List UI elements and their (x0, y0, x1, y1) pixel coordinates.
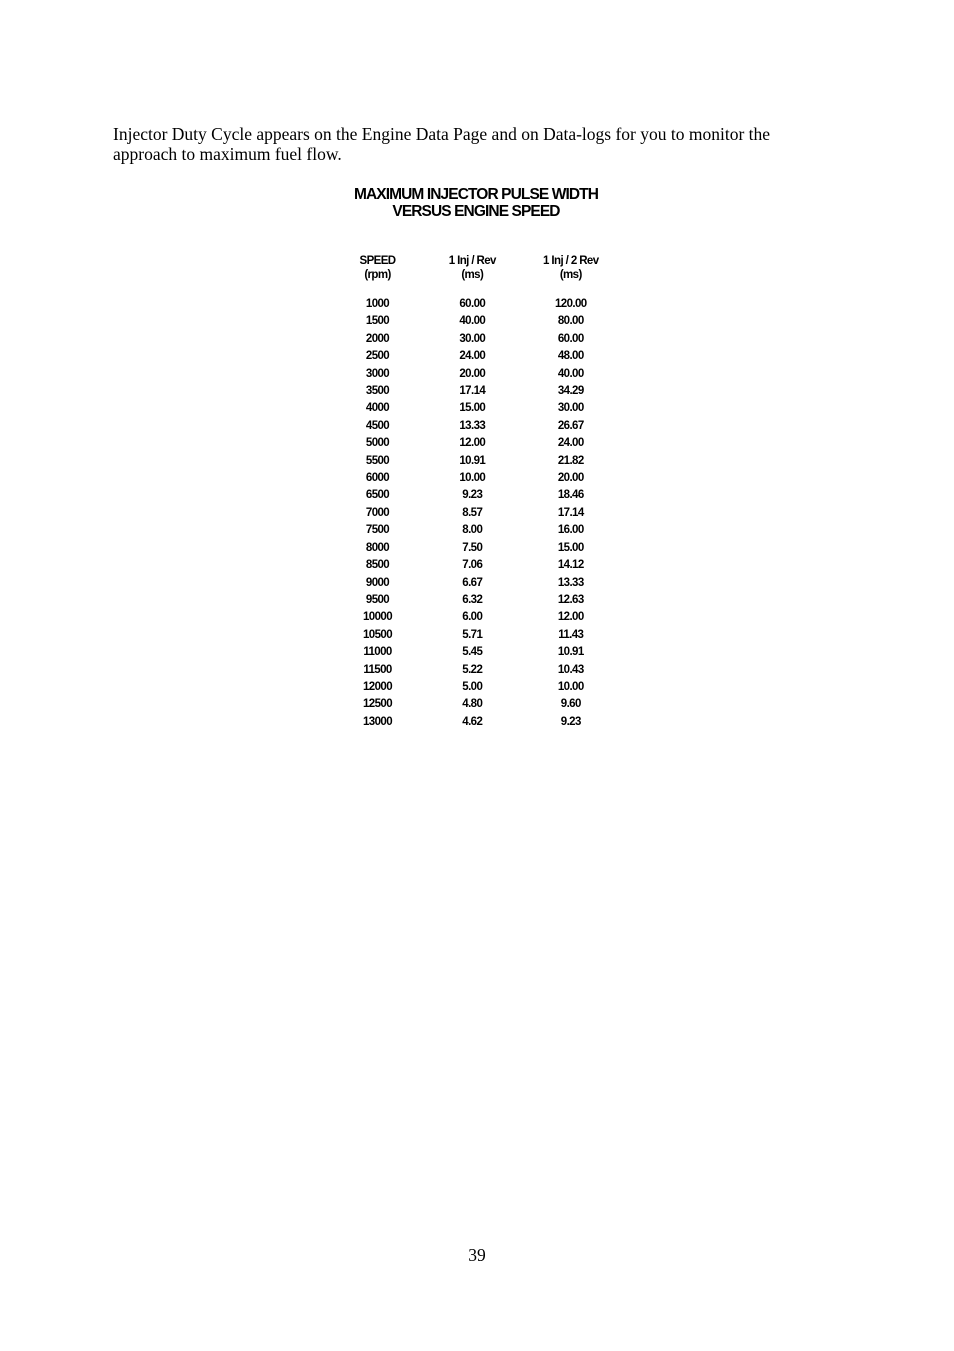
one-inj-per-two-rev-cell: 20.00 (557, 472, 584, 485)
table-body (330, 296, 622, 731)
paragraph-line-1: Injector Duty Cycle appears on the Engine Data Page and on Data-logs for you to monitor the (113, 124, 771, 144)
speed-cell: 4500 (365, 419, 390, 432)
table-row (330, 662, 622, 679)
header-1inj-per-rev (425, 254, 520, 296)
one-inj-per-rev-cell: 13.33 (459, 419, 486, 432)
one-inj-per-rev-cell: 10.91 (459, 454, 486, 467)
speed-cell: 5000 (365, 437, 390, 450)
one-inj-per-rev-cell: 30.00 (459, 332, 486, 345)
one-inj-per-two-rev-cell: 48.00 (557, 350, 584, 363)
speed-cell: 11000 (363, 646, 392, 659)
figure-title-line-2: VERSUS ENGINE SPEED (392, 203, 560, 220)
table-row (330, 400, 622, 417)
speed-cell: 1500 (365, 315, 390, 328)
speed-cell: 2500 (365, 350, 390, 363)
one-inj-per-two-rev-cell: 80.00 (557, 315, 584, 328)
body-paragraph (113, 124, 853, 164)
one-inj-per-rev-cell: 10.00 (459, 472, 486, 485)
table-row (330, 627, 622, 644)
table-row (330, 453, 622, 470)
one-inj-per-two-rev-cell: 30.00 (557, 402, 584, 415)
one-inj-per-rev-cell: 4.80 (462, 698, 483, 711)
header-1inj-per-2rev-unit: (ms) (559, 269, 582, 281)
table-row (330, 505, 622, 522)
one-inj-per-rev-cell: 6.00 (462, 611, 483, 624)
one-inj-per-two-rev-cell: 60.00 (557, 332, 584, 345)
speed-cell: 7500 (365, 524, 390, 537)
speed-cell: 12500 (363, 698, 392, 711)
page-number: 39 (468, 1245, 486, 1265)
table-row (330, 348, 622, 365)
one-inj-per-two-rev-cell: 9.23 (560, 715, 581, 728)
one-inj-per-two-rev-cell: 10.43 (557, 663, 584, 676)
speed-cell: 3500 (365, 385, 390, 398)
speed-cell: 10000 (363, 611, 392, 624)
table-row (330, 296, 622, 313)
one-inj-per-rev-cell: 5.00 (462, 680, 483, 693)
table-row (330, 366, 622, 383)
one-inj-per-two-rev-cell: 15.00 (557, 541, 584, 554)
pulse-width-table (330, 254, 622, 731)
header-speed (330, 254, 425, 296)
header-speed-label: SPEED (359, 255, 396, 267)
one-inj-per-two-rev-cell: 9.60 (560, 698, 581, 711)
one-inj-per-rev-cell: 7.06 (462, 559, 483, 572)
one-inj-per-rev-cell: 7.50 (462, 541, 483, 554)
table-header-row (330, 254, 622, 296)
one-inj-per-two-rev-cell: 11.43 (558, 628, 584, 641)
speed-cell: 10500 (363, 628, 392, 641)
one-inj-per-two-rev-cell: 26.67 (557, 419, 584, 432)
pulse-width-figure (330, 186, 622, 728)
speed-cell: 5500 (365, 454, 390, 467)
table-row (330, 418, 622, 435)
one-inj-per-rev-cell: 17.14 (459, 385, 486, 398)
figure-title (330, 186, 622, 220)
one-inj-per-two-rev-cell: 18.46 (557, 489, 584, 502)
header-speed-unit: (rpm) (364, 269, 391, 281)
header-1inj-per-2rev (520, 254, 622, 296)
one-inj-per-two-rev-cell: 10.91 (557, 646, 584, 659)
header-1inj-per-rev-label: 1 Inj / Rev (448, 255, 496, 267)
one-inj-per-rev-cell: 4.62 (462, 715, 483, 728)
speed-cell: 4000 (365, 402, 390, 415)
one-inj-per-rev-cell: 6.67 (462, 576, 483, 589)
one-inj-per-rev-cell: 5.45 (462, 646, 483, 659)
one-inj-per-two-rev-cell: 120.00 (554, 298, 587, 310)
table-row (330, 644, 622, 661)
one-inj-per-two-rev-cell: 16.00 (557, 524, 584, 537)
table-row (330, 487, 622, 504)
one-inj-per-two-rev-cell: 12.00 (557, 611, 584, 624)
speed-cell: 6500 (365, 489, 390, 502)
speed-cell: 2000 (365, 332, 390, 345)
table-row (330, 679, 622, 696)
one-inj-per-two-rev-cell: 13.33 (557, 576, 584, 589)
table-row (330, 609, 622, 626)
one-inj-per-two-rev-cell: 12.63 (557, 593, 584, 606)
speed-cell: 9500 (365, 593, 390, 606)
one-inj-per-rev-cell: 60.00 (459, 298, 486, 310)
one-inj-per-two-rev-cell: 10.00 (557, 680, 584, 693)
speed-cell: 11500 (363, 663, 392, 676)
table-row (330, 575, 622, 592)
speed-cell: 12000 (363, 680, 392, 693)
speed-cell: 3000 (365, 367, 390, 380)
paragraph-line-2: approach to maximum fuel flow. (113, 144, 342, 164)
table-row (330, 331, 622, 348)
one-inj-per-rev-cell: 20.00 (459, 367, 486, 380)
speed-cell: 8500 (365, 559, 390, 572)
one-inj-per-two-rev-cell: 24.00 (557, 437, 584, 450)
table-row (330, 435, 622, 452)
table-row (330, 470, 622, 487)
header-1inj-per-2rev-label: 1 Inj / 2 Rev (543, 255, 599, 267)
table-row (330, 313, 622, 330)
one-inj-per-two-rev-cell: 17.14 (557, 506, 584, 519)
one-inj-per-rev-cell: 15.00 (459, 402, 486, 415)
speed-cell: 9000 (365, 576, 390, 589)
one-inj-per-two-rev-cell: 14.12 (557, 559, 584, 572)
speed-cell: 7000 (365, 506, 390, 519)
header-1inj-per-rev-unit: (ms) (461, 269, 484, 281)
one-inj-per-rev-cell: 9.23 (462, 489, 483, 502)
table-row (330, 696, 622, 713)
speed-cell: 13000 (363, 715, 392, 728)
table-row (330, 383, 622, 400)
speed-cell: 8000 (365, 541, 390, 554)
table-row (330, 522, 622, 539)
table-row (330, 540, 622, 557)
one-inj-per-rev-cell: 5.22 (462, 663, 483, 676)
one-inj-per-rev-cell: 24.00 (459, 350, 486, 363)
one-inj-per-two-rev-cell: 21.82 (557, 454, 584, 467)
speed-cell: 1000 (365, 298, 390, 310)
speed-cell: 6000 (365, 472, 390, 485)
one-inj-per-two-rev-cell: 40.00 (557, 367, 584, 380)
one-inj-per-rev-cell: 8.00 (462, 524, 483, 537)
one-inj-per-rev-cell: 40.00 (459, 315, 486, 328)
one-inj-per-two-rev-cell: 34.29 (557, 385, 584, 398)
table-row (330, 557, 622, 574)
table-row (330, 592, 622, 609)
one-inj-per-rev-cell: 8.57 (462, 506, 483, 519)
one-inj-per-rev-cell: 5.71 (462, 628, 483, 641)
one-inj-per-rev-cell: 12.00 (459, 437, 486, 450)
one-inj-per-rev-cell: 6.32 (462, 593, 483, 606)
figure-title-line-1: MAXIMUM INJECTOR PULSE WIDTH (353, 186, 599, 203)
table-row (330, 714, 622, 731)
